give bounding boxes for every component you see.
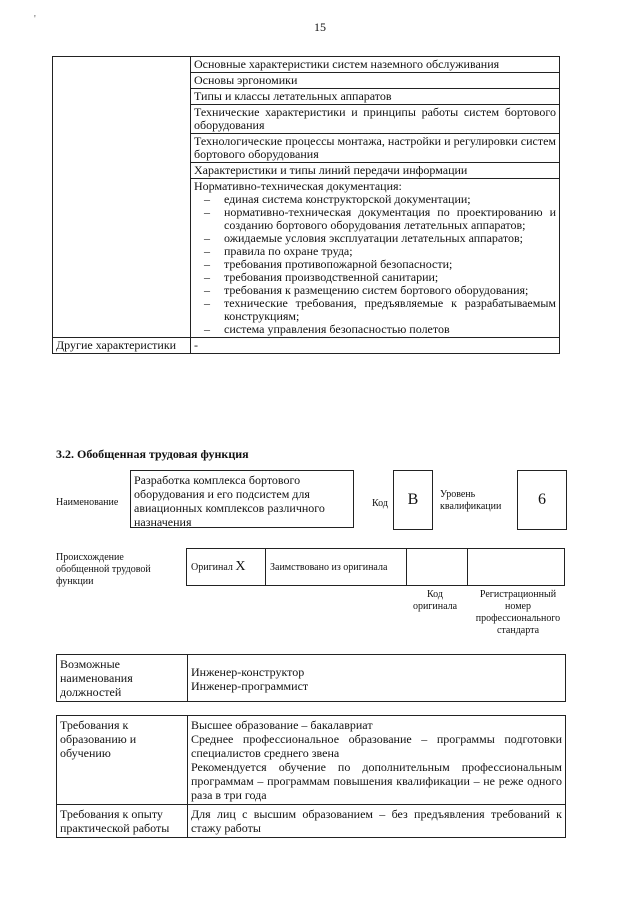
other-characteristics-value: - [191,338,560,354]
other-characteristics-label: Другие характеристики [53,338,191,354]
list-item: – ожидаемые условия эксплуатации летательных аппаратов; [194,232,556,245]
original-label: Оригинал [191,562,233,573]
code-value: B [407,491,419,508]
code-label: Код [372,498,388,509]
corner-mark: ' [34,14,36,25]
list-item: – технические требования, предъявляемые к разрабатываемым конструкциям; [194,297,556,323]
list-item: – требования производственной санитарии; [194,271,556,284]
knowledge-table [52,56,560,354]
name-label: Наименование [56,497,119,508]
education-cell [188,716,566,805]
list-item: – система управления безопасностью полетов [194,323,556,336]
normative-docs-list [194,193,556,336]
knowledge-row: Основы эргономики [191,73,560,89]
function-name-box: Разработка комплекса бортового оборудования и его подсистем для авиационных комплексов различного назначения [130,470,354,528]
origin-table [186,548,565,586]
level-value: 6 [538,491,546,508]
list-item: – единая система конструкторской документации; [194,193,556,206]
education-line: Высшее образование – бакалавриат [191,718,373,732]
origin-label: Происхождение обобщенной трудовой функции [56,552,151,587]
requirements-table [56,715,566,838]
position-item: Инженер-конструктор [191,665,305,679]
list-item: – требования противопожарной безопасности; [194,258,556,271]
knowledge-row: Технические характеристики и принципы работы систем бортового оборудования [191,105,560,134]
page-number: 15 [314,20,326,34]
list-item: – нормативно-техническая документация по проектированию и созданию бортового оборудования летательных аппаратов; [194,206,556,232]
knowledge-row: Характеристики и типы линий передачи информации [191,163,560,179]
level-box [517,470,567,530]
knowledge-row: Основные характеристики систем наземного обслуживания [191,57,560,73]
original-cell [187,549,266,586]
knowledge-label-cell [53,57,191,338]
education-line: Рекомендуется обучение по дополнительным профессиональным программам – программам повышения квалификации – не реже одного раза в три года [191,760,562,802]
origin-code-cell [407,549,468,586]
positions-label: Возможные наименования должностей [57,655,188,702]
section-title: 3.2. Обобщенная трудовая функция [56,447,249,461]
code-box [393,470,433,530]
original-mark: X [235,559,246,574]
experience-value: Для лиц с высшим образованием – без предъявления требований к стажу работы [188,805,566,838]
normative-docs-title: Нормативно-техническая документация: [194,179,402,193]
normative-docs-cell [191,179,560,338]
reg-number-cell [468,549,565,586]
positions-table [56,654,566,702]
education-line: Среднее профессиональное образование – программы подготовки специалистов среднего звена [191,732,562,760]
list-item: – требования к размещению систем бортового оборудования; [194,284,556,297]
list-item: – правила по охране труда; [194,245,556,258]
origin-code-caption: Код оригинала [412,589,458,612]
level-label: Уровень квалификации [440,489,502,512]
education-label: Требования к образованию и обучению [57,716,188,805]
borrowed-cell: Заимствовано из оригинала [266,549,407,586]
knowledge-row: Технологические процессы монтажа, настройки и регулировки систем бортового оборудования [191,134,560,163]
positions-cell [188,655,566,702]
reg-number-caption: Регистрационный номер профессионального стандарта [475,589,561,636]
experience-label: Требования к опыту практической работы [57,805,188,838]
knowledge-row: Типы и классы летательных аппаратов [191,89,560,105]
position-item: Инженер-программист [191,679,309,693]
